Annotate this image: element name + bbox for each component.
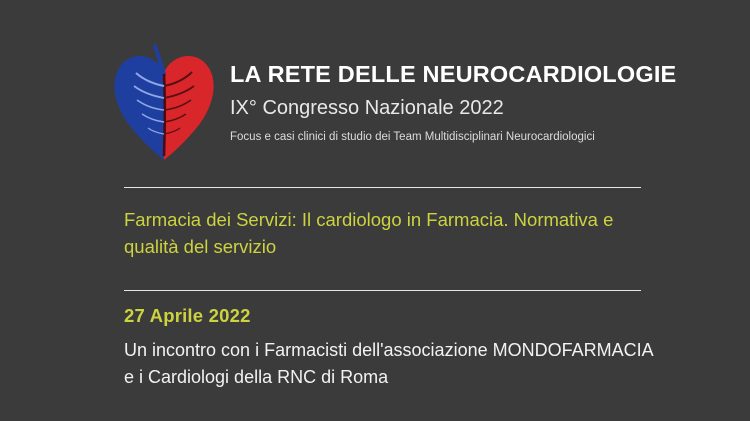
session-topic: Farmacia dei Servizi: Il cardiologo in Farmacia. Normativa e qualità del servizio (124, 209, 614, 257)
congress-title: LA RETE DELLE NEUROCARDIOLOGIE (230, 61, 677, 87)
congress-description: Focus e casi clinici di studio dei Team Multidisciplinari Neurocardiologici (230, 130, 595, 143)
event-date: 27 Aprile 2022 (124, 305, 251, 326)
slide-header (108, 42, 676, 164)
heart-leaf-logo (108, 44, 220, 164)
event-detail: Un incontro con i Farmacisti dell'associazione MONDOFARMACIA e i Cardiologi della RNC di Roma (124, 340, 653, 387)
divider-top (124, 187, 641, 188)
congress-subtitle: IX° Congresso Nazionale 2022 (230, 96, 504, 119)
header-text-block (230, 42, 676, 145)
divider-bottom (124, 290, 641, 291)
